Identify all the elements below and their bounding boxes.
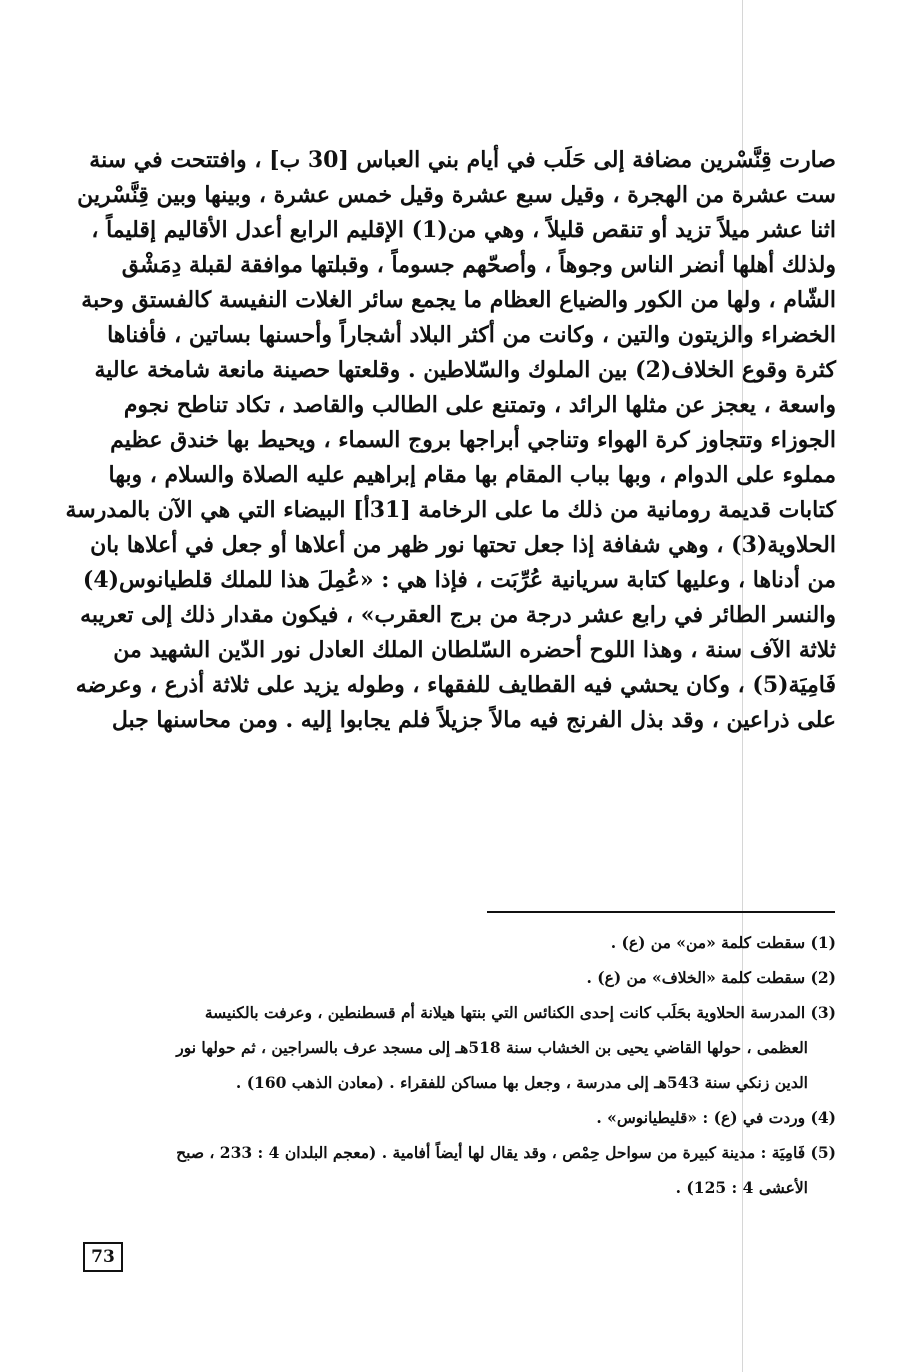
body-line: من أدناها ، وعليها كتابة سريانية عُرِّبَت ، فإذا هي : «عُمِلَ هذا للملك قلطيانوس(4) <box>82 567 836 593</box>
footnote-5: (5) فَامِيَة : مدينة كبيرة من سواحل حِمْص ، وقد يقال لها أيضاً أفامية . (معجم البلدان 4 : 233 ، صبح <box>176 1143 836 1162</box>
body-line: كثرة وقوع الخلاف(2) بين الملوك والسّلاطين . وقلعتها حصينة مانعة شامخة عالية <box>94 357 836 383</box>
footnote-2: (2) سقطت كلمة «الخلاف» من (ع) . <box>586 968 836 987</box>
footnote-3-continuation: الدين زنكي سنة 543هـ إلى مدرسة ، وجعل بها مساكن للفقراء . (معادن الذهب 160) . <box>235 1073 808 1092</box>
body-line: على ذراعين ، وقد بذل الفرنج فيه مالاً جزيلاً فلم يجابوا إليه . ومن محاسنها جبل <box>111 707 836 733</box>
body-line: ست عشرة من الهجرة ، وقيل سبع عشرة وقيل خمس عشرة ، وبينها وبين قِنَّسْرين <box>77 182 836 208</box>
footnotes <box>128 925 836 1205</box>
body-line: الخضراء والزيتون والتين ، وكانت من أكثر البلاد أشجاراً وأحسنها بساتين ، فأفناها <box>107 322 836 348</box>
page-number: 73 <box>83 1242 123 1272</box>
footnote-4: (4) وردت في (ع) : «قليطيانوس» . <box>596 1108 836 1127</box>
body-line: ولذلك أهلها أنضر الناس وجوهاً ، وأصحّهم جسوماً ، وقبلتها موافقة لقبلة دِمَشْق <box>121 252 836 278</box>
footnote-5-continuation: الأعشى 4 : 125) . <box>675 1178 808 1197</box>
body-line: الشّام ، ولها من الكور والضياع العظام ما يجمع سائر الغلات النفيسة كالفستق وحبة <box>81 287 836 313</box>
footnote-3: (3) المدرسة الحلاوية بحَلَب كانت إحدى الكنائس التي بنتها هيلانة أم قسطنطين ، وعرفت بالكنيسة <box>204 1003 836 1022</box>
footnote-3-continuation: العظمى ، حولها القاضي يحيى بن الخشاب سنة 518هـ إلى مسجد عرف بالسراجين ، ثم حولها نور <box>176 1038 808 1057</box>
body-line: اثنا عشر ميلاً تزيد أو تنقص قليلاً ، وهي من(1) الإقليم الرابع أعدل الأقاليم إقليماً ، <box>91 217 836 243</box>
body-line: ثلاثة الآف سنة ، وهذا اللوح أحضره السّلطان الملك العادل نور الدّين الشهيد من <box>113 637 836 663</box>
body-line: واسعة ، يعجز عن مثلها الرائد ، وتمتنع على الطالب والقاصد ، تكاد تناطح نجوم <box>123 392 836 418</box>
body-line: الحلاوية(3) ، وهي شفافة إذا جعل تحتها نور ظهر من أعلاها أو جعل في أعلاها بان <box>90 532 836 558</box>
body-text <box>65 143 836 738</box>
body-line: كتابات قديمة رومانية من ذلك ما على الرخامة [31أ] البيضاء التي هي الآن بالمدرسة <box>65 497 836 523</box>
body-line: مملوء على الدوام ، وبها بباب المقام بها مقام إبراهيم عليه الصلاة والسلام ، وبها <box>108 462 836 488</box>
body-line: الجوزاء وتتجاوز كرة الهواء وتناجي أبراجها بروج السماء ، ويحيط بها خندق عظيم <box>110 427 836 453</box>
body-line: فَامِيَة(5) ، وكان يحشي فيه القطايف للفقهاء ، وطوله يزيد على ثلاثة أذرع ، وعرضه <box>75 672 836 698</box>
body-line: والنسر الطائر في رابع عشر درجة من برج العقرب» ، فيكون مقدار ذلك إلى تعريبه <box>80 602 836 628</box>
body-line: صارت قِنَّسْرين مضافة إلى حَلَب في أيام بني العباس [30 ب] ، وافتتحت في سنة <box>89 147 836 173</box>
footnote-1: (1) سقطت كلمة «من» من (ع) . <box>610 933 836 952</box>
footnote-separator <box>487 911 835 913</box>
